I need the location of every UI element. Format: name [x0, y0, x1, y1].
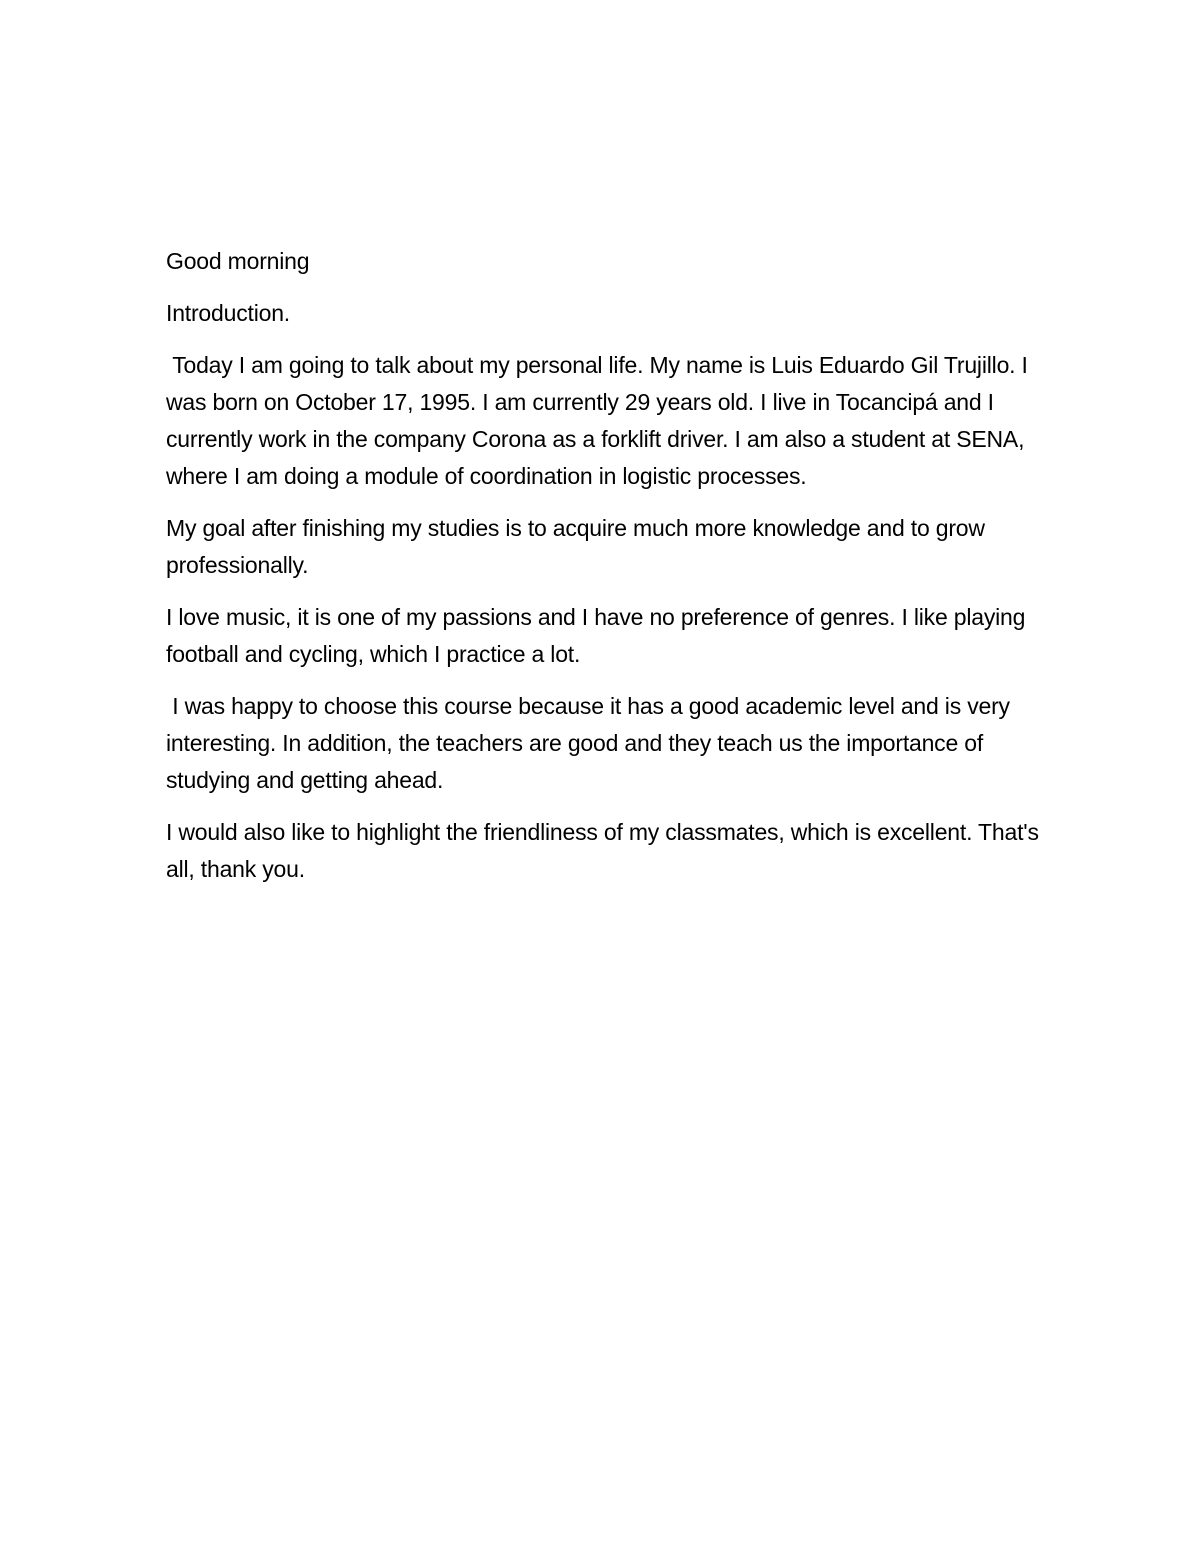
paragraph-goal: My goal after finishing my studies is to acquire much more knowledge and to grow professionally. — [166, 515, 991, 578]
paragraph-closing: I would also like to highlight the friendliness of my classmates, which is excellent. That's all, thank you. — [166, 819, 1045, 882]
greeting: Good morning — [166, 248, 310, 274]
paragraph-hobbies: I love music, it is one of my passions and I have no preference of genres. I like playing football and cycling, which I practice a lot. — [166, 604, 1032, 667]
heading: Introduction. — [166, 300, 290, 326]
paragraph-course: I was happy to choose this course because it has a good academic level and is very interesting. In addition, the teachers are good and they teach us the importance of studying and getting ahead. — [166, 693, 1017, 793]
paragraph-intro: Today I am going to talk about my personal life. My name is Luis Eduardo Gil Trujillo. I was born on October 17, 1995. I am currently 29 years old. I live in Tocancipá and I currently work in the company Corona as a forklift driver. I am also a student at SENA, where I am doing a module of coordination in logistic processes. — [166, 352, 1034, 489]
document-body — [166, 243, 1046, 888]
